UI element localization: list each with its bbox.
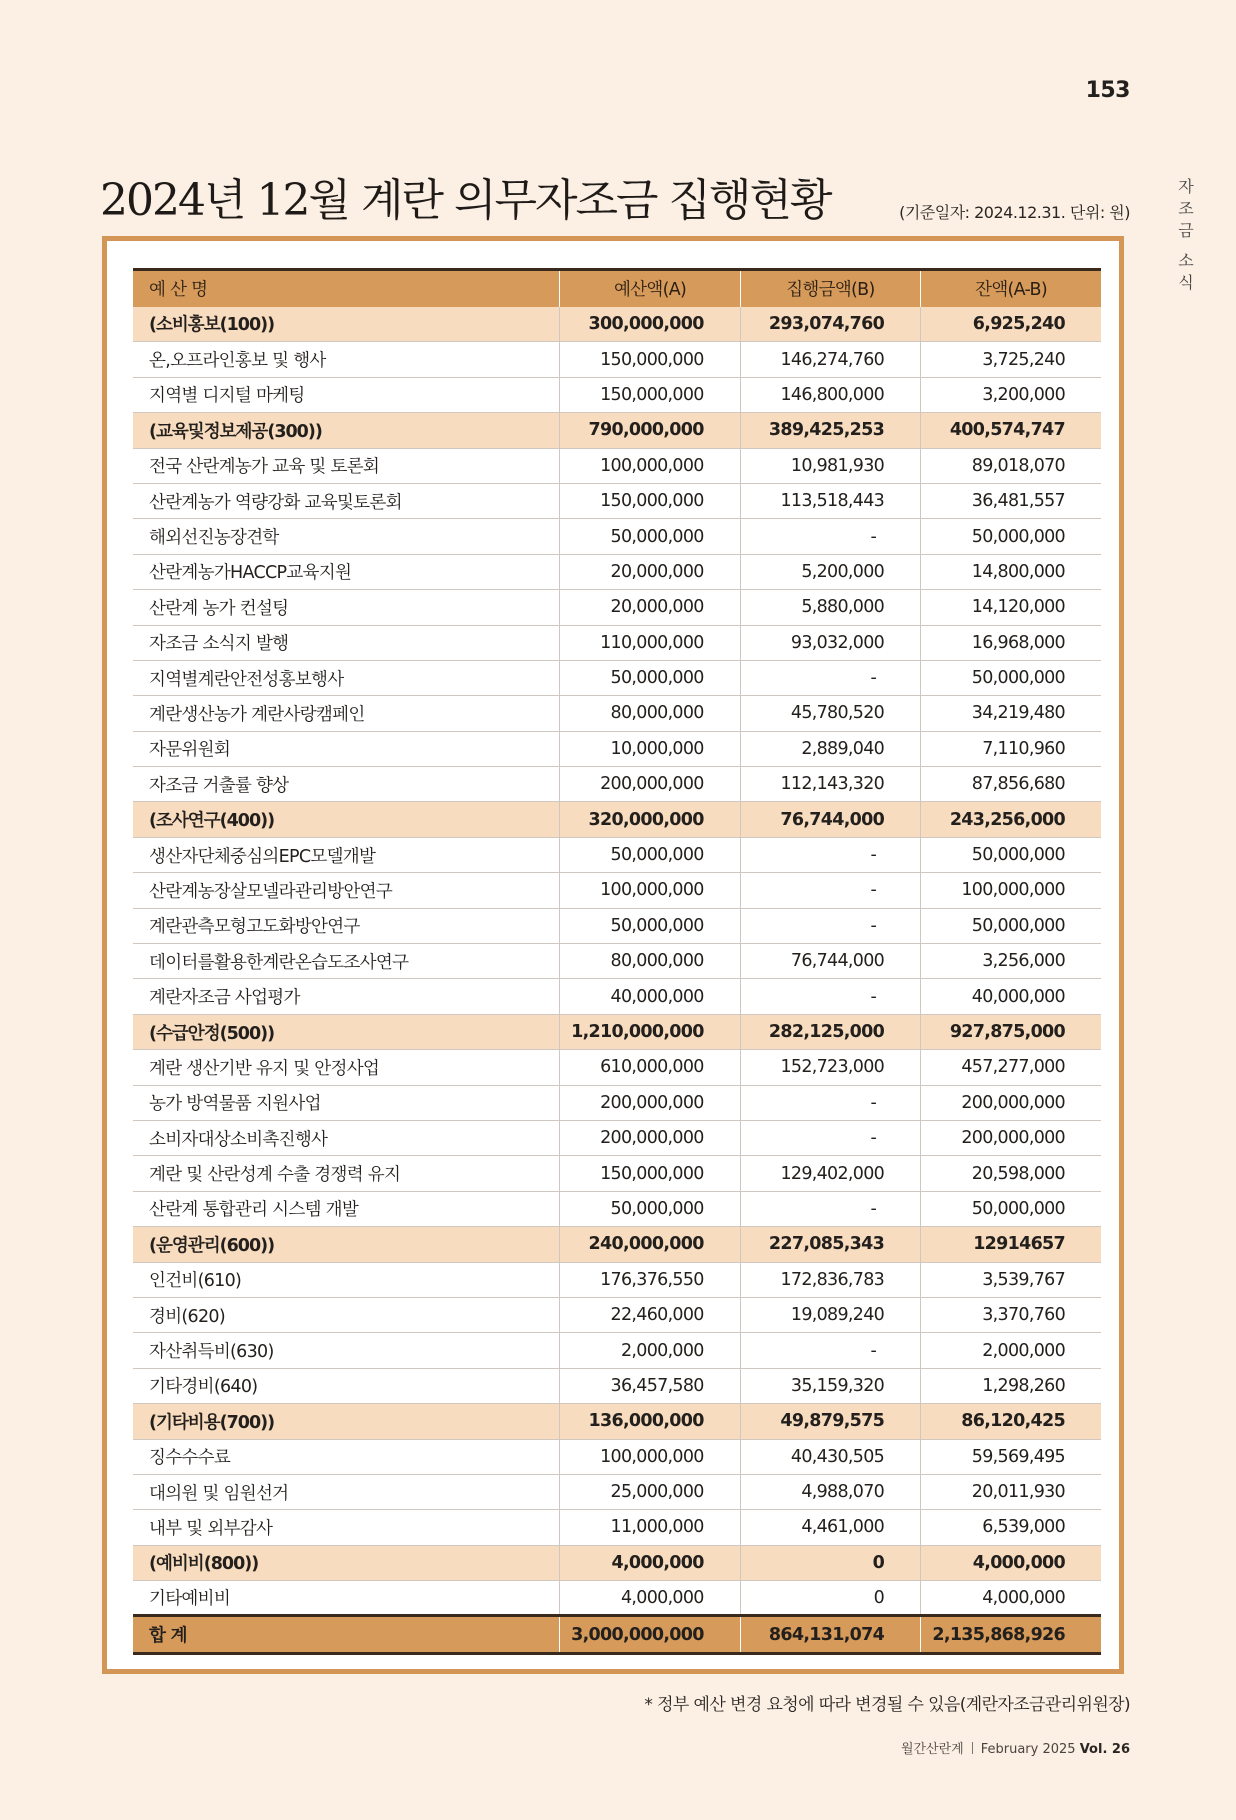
side-label-char: 조 <box>1178 199 1194 218</box>
cell-balance: 6,925,240 <box>921 307 1101 342</box>
cell-executed-amount: 93,032,000 <box>740 625 920 660</box>
cell-budget-amount: 110,000,000 <box>560 625 740 660</box>
table-body <box>133 307 1101 1616</box>
cell-budget-name: 소비자대상소비촉진행사 <box>133 1120 560 1155</box>
cell-budget-amount: 300,000,000 <box>560 307 740 342</box>
cell-budget-amount: 20,000,000 <box>560 554 740 589</box>
cell-budget-amount: 150,000,000 <box>560 1156 740 1191</box>
cell-budget-amount: 40,000,000 <box>560 979 740 1014</box>
footer-issue: February 2025 <box>980 1742 1076 1757</box>
cell-balance: 34,219,480 <box>921 696 1101 731</box>
cell-executed-amount: 5,880,000 <box>740 590 920 625</box>
cell-balance: 86,120,425 <box>921 1404 1101 1439</box>
item-row <box>133 1085 1101 1120</box>
cell-balance: 457,277,000 <box>921 1050 1101 1085</box>
cell-balance: 200,000,000 <box>921 1085 1101 1120</box>
cell-budget-name: (기타비용(700)) <box>133 1404 560 1439</box>
cell-balance: 50,000,000 <box>921 519 1101 554</box>
cell-budget-name: 대의원 및 임원선거 <box>133 1474 560 1509</box>
footer-volume: Vol. 26 <box>1079 1742 1130 1757</box>
category-row <box>133 1404 1101 1439</box>
cell-balance: 7,110,960 <box>921 731 1101 766</box>
cell-executed-amount: 4,461,000 <box>740 1510 920 1545</box>
cell-budget-amount: 100,000,000 <box>560 873 740 908</box>
cell-executed-amount: - <box>740 1333 920 1368</box>
item-row <box>133 837 1101 872</box>
cell-balance: 3,256,000 <box>921 944 1101 979</box>
cell-budget-name: (운영관리(600)) <box>133 1227 560 1262</box>
category-row <box>133 1545 1101 1580</box>
side-label-gap <box>1176 242 1196 250</box>
cell-balance: 40,000,000 <box>921 979 1101 1014</box>
cell-budget-amount: 200,000,000 <box>560 1085 740 1120</box>
page-footer <box>901 1738 1130 1757</box>
page-number: 153 <box>1085 78 1130 103</box>
cell-executed-amount: 0 <box>740 1545 920 1580</box>
cell-executed-amount: 40,430,505 <box>740 1439 920 1474</box>
cell-budget-amount: 150,000,000 <box>560 483 740 518</box>
cell-budget-name: 계란관측모형고도화방안연구 <box>133 908 560 943</box>
cell-budget-name: 데이터를활용한계란온습도조사연구 <box>133 944 560 979</box>
cell-budget-name: 계란 및 산란성계 수출 경쟁력 유지 <box>133 1156 560 1191</box>
cell-budget-amount: 25,000,000 <box>560 1474 740 1509</box>
side-label-char: 금 <box>1178 221 1194 240</box>
cell-budget-name: 산란계 농가 컨설팅 <box>133 590 560 625</box>
cell-budget-amount: 10,000,000 <box>560 731 740 766</box>
item-row <box>133 1262 1101 1297</box>
cell-executed-amount: - <box>740 660 920 695</box>
cell-budget-name: 해외선진농장견학 <box>133 519 560 554</box>
footnote: * 정부 예산 변경 요청에 따라 변경될 수 있음(계란자조금관리위원장) <box>644 1695 1130 1715</box>
item-row <box>133 873 1101 908</box>
total-executed: 864,131,074 <box>740 1616 920 1654</box>
cell-budget-amount: 11,000,000 <box>560 1510 740 1545</box>
item-row <box>133 944 1101 979</box>
item-row <box>133 908 1101 943</box>
category-row <box>133 802 1101 837</box>
header-balance: 잔액(A-B) <box>921 270 1101 307</box>
side-section-label <box>1176 176 1196 294</box>
cell-executed-amount: 35,159,320 <box>740 1368 920 1403</box>
cell-budget-name: 인건비(610) <box>133 1262 560 1297</box>
cell-executed-amount: - <box>740 1120 920 1155</box>
cell-balance: 927,875,000 <box>921 1014 1101 1049</box>
cell-balance: 4,000,000 <box>921 1581 1101 1616</box>
cell-budget-name: 계란자조금 사업평가 <box>133 979 560 1014</box>
cell-budget-name: 농가 방역물품 지원사업 <box>133 1085 560 1120</box>
cell-budget-name: (교육및정보제공(300)) <box>133 413 560 448</box>
cell-executed-amount: 10,981,930 <box>740 448 920 483</box>
item-row <box>133 696 1101 731</box>
cell-executed-amount: 19,089,240 <box>740 1297 920 1332</box>
cell-executed-amount: - <box>740 1191 920 1226</box>
item-row <box>133 590 1101 625</box>
cell-balance: 2,000,000 <box>921 1333 1101 1368</box>
cell-budget-amount: 100,000,000 <box>560 448 740 483</box>
cell-budget-name: 자조금 소식지 발행 <box>133 625 560 660</box>
cell-balance: 16,968,000 <box>921 625 1101 660</box>
item-row <box>133 1191 1101 1226</box>
cell-budget-name: 생산자단체중심의EPC모델개발 <box>133 837 560 872</box>
cell-budget-amount: 50,000,000 <box>560 908 740 943</box>
cell-budget-amount: 200,000,000 <box>560 1120 740 1155</box>
item-row <box>133 660 1101 695</box>
item-row <box>133 519 1101 554</box>
item-row <box>133 377 1101 412</box>
cell-budget-name: 내부 및 외부감사 <box>133 1510 560 1545</box>
header-budget-amount: 예산액(A) <box>560 270 740 307</box>
item-row <box>133 1120 1101 1155</box>
side-label-char: 소 <box>1178 251 1194 270</box>
cell-balance: 89,018,070 <box>921 448 1101 483</box>
cell-budget-amount: 1,210,000,000 <box>560 1014 740 1049</box>
cell-balance: 100,000,000 <box>921 873 1101 908</box>
item-row <box>133 483 1101 518</box>
cell-budget-name: 기타경비(640) <box>133 1368 560 1403</box>
item-row <box>133 1333 1101 1368</box>
cell-executed-amount: 129,402,000 <box>740 1156 920 1191</box>
footer-divider <box>972 1742 973 1754</box>
cell-executed-amount: 282,125,000 <box>740 1014 920 1049</box>
cell-budget-amount: 100,000,000 <box>560 1439 740 1474</box>
cell-budget-amount: 320,000,000 <box>560 802 740 837</box>
cell-executed-amount: 389,425,253 <box>740 413 920 448</box>
cell-budget-name: 산란계농장살모넬라관리방안연구 <box>133 873 560 908</box>
item-row <box>133 554 1101 589</box>
category-row <box>133 307 1101 342</box>
cell-balance: 20,011,930 <box>921 1474 1101 1509</box>
cell-budget-amount: 36,457,580 <box>560 1368 740 1403</box>
cell-balance: 3,200,000 <box>921 377 1101 412</box>
item-row <box>133 1156 1101 1191</box>
cell-executed-amount: 0 <box>740 1581 920 1616</box>
cell-balance: 12914657 <box>921 1227 1101 1262</box>
cell-executed-amount: 172,836,783 <box>740 1262 920 1297</box>
cell-balance: 1,298,260 <box>921 1368 1101 1403</box>
item-row <box>133 1368 1101 1403</box>
cell-budget-amount: 2,000,000 <box>560 1333 740 1368</box>
cell-budget-name: 산란계농가 역량강화 교육및토론회 <box>133 483 560 518</box>
cell-executed-amount: 4,988,070 <box>740 1474 920 1509</box>
cell-balance: 243,256,000 <box>921 802 1101 837</box>
cell-balance: 36,481,557 <box>921 483 1101 518</box>
cell-executed-amount: - <box>740 1085 920 1120</box>
cell-budget-name: 계란생산농가 계란사랑캠페인 <box>133 696 560 731</box>
cell-budget-amount: 50,000,000 <box>560 837 740 872</box>
category-row <box>133 413 1101 448</box>
cell-budget-name: 전국 산란계농가 교육 및 토론회 <box>133 448 560 483</box>
cell-balance: 59,569,495 <box>921 1439 1101 1474</box>
cell-executed-amount: - <box>740 837 920 872</box>
category-row <box>133 1227 1101 1262</box>
cell-budget-amount: 790,000,000 <box>560 413 740 448</box>
page-title: 2024년 12월 계란 의무자조금 집행현황 <box>100 175 831 226</box>
cell-budget-amount: 150,000,000 <box>560 342 740 377</box>
cell-executed-amount: 293,074,760 <box>740 307 920 342</box>
cell-balance: 20,598,000 <box>921 1156 1101 1191</box>
table-frame <box>102 236 1124 1674</box>
cell-executed-amount: 112,143,320 <box>740 767 920 802</box>
cell-executed-amount: - <box>740 873 920 908</box>
cell-budget-name: 지역별 디지털 마케팅 <box>133 377 560 412</box>
cell-budget-name: 지역별계란안전성홍보행사 <box>133 660 560 695</box>
item-row <box>133 731 1101 766</box>
cell-executed-amount: - <box>740 908 920 943</box>
cell-budget-amount: 150,000,000 <box>560 377 740 412</box>
cell-budget-amount: 610,000,000 <box>560 1050 740 1085</box>
cell-balance: 3,539,767 <box>921 1262 1101 1297</box>
total-label: 합 계 <box>133 1616 560 1654</box>
cell-budget-name: (예비비(800)) <box>133 1545 560 1580</box>
cell-budget-name: (수급안정(500)) <box>133 1014 560 1049</box>
item-row <box>133 1581 1101 1616</box>
cell-budget-name: (소비홍보(100)) <box>133 307 560 342</box>
item-row <box>133 1474 1101 1509</box>
cell-budget-amount: 80,000,000 <box>560 696 740 731</box>
cell-executed-amount: 227,085,343 <box>740 1227 920 1262</box>
cell-budget-amount: 50,000,000 <box>560 660 740 695</box>
cell-executed-amount: - <box>740 979 920 1014</box>
cell-budget-amount: 20,000,000 <box>560 590 740 625</box>
cell-balance: 400,574,747 <box>921 413 1101 448</box>
basis-note: (기준일자: 2024.12.31. 단위: 원) <box>899 203 1130 222</box>
cell-executed-amount: 152,723,000 <box>740 1050 920 1085</box>
cell-budget-amount: 22,460,000 <box>560 1297 740 1332</box>
cell-balance: 3,725,240 <box>921 342 1101 377</box>
cell-budget-amount: 50,000,000 <box>560 1191 740 1226</box>
item-row <box>133 625 1101 660</box>
header-budget-name: 예 산 명 <box>133 270 560 307</box>
cell-budget-amount: 4,000,000 <box>560 1545 740 1580</box>
budget-table <box>133 268 1101 1655</box>
cell-balance: 50,000,000 <box>921 660 1101 695</box>
side-label-char: 식 <box>1178 273 1194 292</box>
cell-balance: 3,370,760 <box>921 1297 1101 1332</box>
cell-executed-amount: 5,200,000 <box>740 554 920 589</box>
item-row <box>133 448 1101 483</box>
total-balance: 2,135,868,926 <box>921 1616 1101 1654</box>
cell-budget-amount: 50,000,000 <box>560 519 740 554</box>
cell-executed-amount: 45,780,520 <box>740 696 920 731</box>
cell-executed-amount: 113,518,443 <box>740 483 920 518</box>
cell-balance: 50,000,000 <box>921 1191 1101 1226</box>
cell-balance: 6,539,000 <box>921 1510 1101 1545</box>
cell-budget-name: (조사연구(400)) <box>133 802 560 837</box>
cell-executed-amount: - <box>740 519 920 554</box>
cell-balance: 4,000,000 <box>921 1545 1101 1580</box>
cell-balance: 50,000,000 <box>921 837 1101 872</box>
total-row <box>133 1616 1101 1654</box>
cell-budget-amount: 4,000,000 <box>560 1581 740 1616</box>
cell-budget-amount: 80,000,000 <box>560 944 740 979</box>
cell-budget-name: 징수수수료 <box>133 1439 560 1474</box>
cell-budget-name: 자조금 거출률 향상 <box>133 767 560 802</box>
cell-budget-amount: 176,376,550 <box>560 1262 740 1297</box>
cell-executed-amount: 49,879,575 <box>740 1404 920 1439</box>
cell-budget-amount: 240,000,000 <box>560 1227 740 1262</box>
cell-balance: 200,000,000 <box>921 1120 1101 1155</box>
total-budget: 3,000,000,000 <box>560 1616 740 1654</box>
cell-budget-name: 온,오프라인홍보 및 행사 <box>133 342 560 377</box>
item-row <box>133 1439 1101 1474</box>
cell-balance: 14,120,000 <box>921 590 1101 625</box>
cell-budget-name: 산란계 통합관리 시스템 개발 <box>133 1191 560 1226</box>
item-row <box>133 1297 1101 1332</box>
table-header-row <box>133 270 1101 307</box>
cell-budget-name: 자문위원회 <box>133 731 560 766</box>
cell-budget-name: 자산취득비(630) <box>133 1333 560 1368</box>
cell-budget-name: 계란 생산기반 유지 및 안정사업 <box>133 1050 560 1085</box>
cell-executed-amount: 146,274,760 <box>740 342 920 377</box>
cell-budget-name: 경비(620) <box>133 1297 560 1332</box>
item-row <box>133 342 1101 377</box>
cell-balance: 14,800,000 <box>921 554 1101 589</box>
cell-balance: 50,000,000 <box>921 908 1101 943</box>
cell-budget-amount: 200,000,000 <box>560 767 740 802</box>
side-label-char: 자 <box>1178 177 1194 196</box>
item-row <box>133 979 1101 1014</box>
category-row <box>133 1014 1101 1049</box>
item-row <box>133 767 1101 802</box>
item-row <box>133 1510 1101 1545</box>
cell-budget-name: 산란계농가HACCP교육지원 <box>133 554 560 589</box>
cell-executed-amount: 76,744,000 <box>740 944 920 979</box>
header-executed-amount: 집행금액(B) <box>740 270 920 307</box>
cell-executed-amount: 76,744,000 <box>740 802 920 837</box>
cell-budget-amount: 136,000,000 <box>560 1404 740 1439</box>
cell-budget-name: 기타예비비 <box>133 1581 560 1616</box>
footer-magazine: 월간산란계 <box>900 1742 964 1757</box>
item-row <box>133 1050 1101 1085</box>
cell-executed-amount: 2,889,040 <box>740 731 920 766</box>
cell-balance: 87,856,680 <box>921 767 1101 802</box>
cell-executed-amount: 146,800,000 <box>740 377 920 412</box>
